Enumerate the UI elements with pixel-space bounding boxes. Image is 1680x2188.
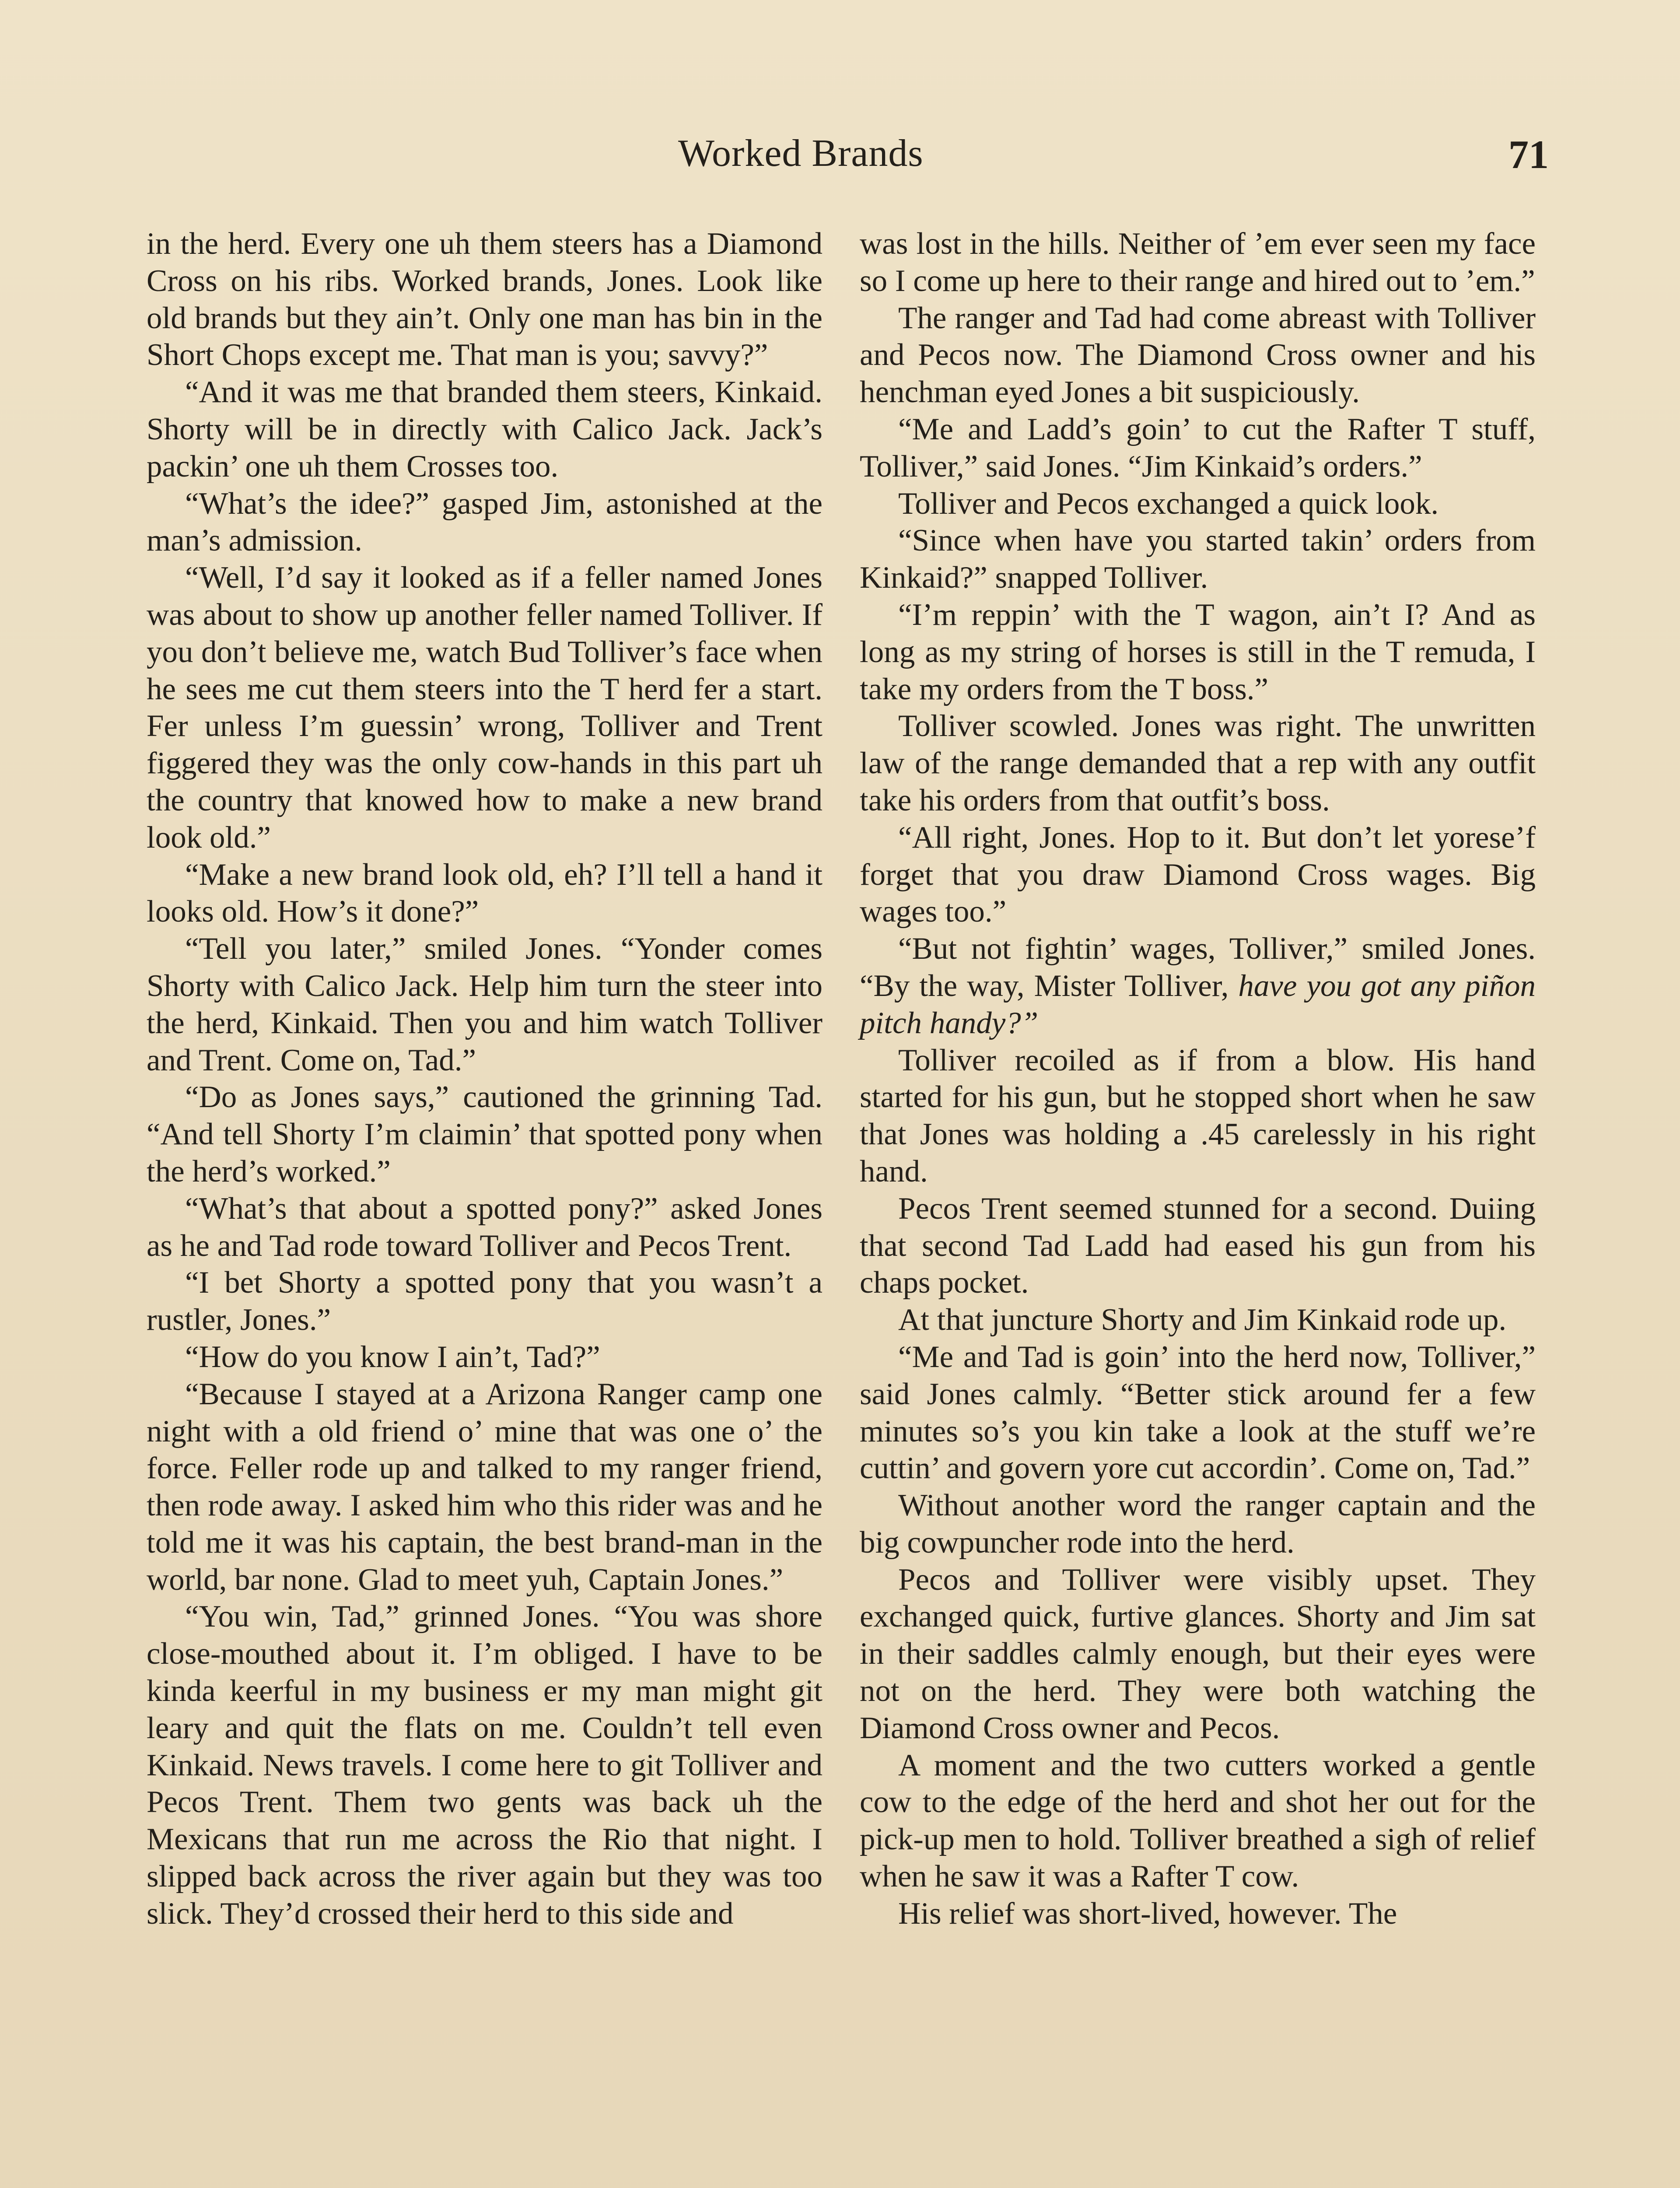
paragraph: Tolliver scowled. Jones was right. The unwritten law of the range demanded that a rep with any outfit take his orders from that outfit’s boss. — [860, 709, 1536, 817]
paragraph: “I bet Shorty a spotted pony that you wasn’t a rustler, Jones.” — [147, 1266, 822, 1337]
paragraph: “Tell you later,” smiled Jones. “Yonder comes Shorty with Calico Jack. Help him turn the steer into the herd, Kinkaid. Then you and him watch Tolliver and Trent. Come on, Tad.” — [147, 932, 822, 1077]
paragraph: “I’m reppin’ with the T wagon, ain’t I? And as long as my string of horses is still in the T remuda, I take my orders from the T boss.” — [860, 597, 1536, 706]
paragraph: “Make a new brand look old, eh? I’ll tell a hand it looks old. How’s it done?” — [147, 857, 822, 929]
paragraph: The ranger and Tad had come abreast with Tolliver and Pecos now. The Diamond Cross owner and his henchman eyed Jones a bit suspiciously. — [860, 301, 1536, 410]
italic-question: have you got any piñon pitch handy?” — [860, 968, 1536, 1040]
paragraph: “Since when have you started takin’ orders from Kinkaid?” snapped Tolliver. — [860, 523, 1536, 595]
paragraph: Without another word the ranger captain and the big cowpuncher rode into the herd. — [860, 1488, 1536, 1560]
paragraph: was lost in the hills. Neither of ’em ever seen my face so I come up here to their range and hired out to ’em.” — [860, 227, 1536, 298]
paragraph: “Me and Tad is goin’ into the herd now, Tolliver,” said Jones calmly. “Better stick around fer a few minutes so’s you kin take a look at the stuff we’re cuttin’ and govern yore cut accordin’. Come on, Tad.” — [860, 1339, 1536, 1486]
running-title: Worked Brands — [678, 132, 924, 175]
running-head — [0, 131, 1680, 193]
paragraph: Pecos Trent seemed stunned for a second. Duiing that second Tad Ladd had eased his gun from his chaps pocket. — [860, 1191, 1536, 1300]
paragraph — [860, 930, 1536, 1041]
right-column — [860, 225, 1536, 1932]
paragraph: “Do as Jones says,” cautioned the grinning Tad. “And tell Shorty I’m claimin’ that spotted pony when the herd’s worked.” — [147, 1080, 822, 1189]
paragraph: His relief was short-lived, however. The — [898, 1896, 1397, 1931]
paragraph: Pecos and Tolliver were visibly upset. They exchanged quick, furtive glances. Shorty and Jim sat in their saddles calmly enough, but their eyes were not on the herd. They were both watching the Diamond Cross owner and Pecos. — [860, 1562, 1536, 1745]
paragraph: “You win, Tad,” grinned Jones. “You was shore close-mouthed about it. I’m obliged. I have to be kinda keerful in my business er my man might git leary and quit the flats on me. Couldn’t tell even Kinkaid. News travels. I come here to git Tolliver and Pecos Trent. Them two gents was back uh the Mexicans that run me across the Rio that night. I slipped back across the river again but they was too slick. They’d crossed their herd to this side and — [147, 1599, 822, 1931]
paragraph: A moment and the two cutters worked a gentle cow to the edge of the herd and shot her out for the pick-up men to hold. Tolliver breathed a sigh of relief when he saw it was a Rafter T cow. — [860, 1748, 1536, 1894]
paragraph: in the herd. Every one uh them steers has a Diamond Cross on his ribs. Worked brands, Jones. Look like old brands but they ain’t. Only one man has bin in the Short Chops except me. That man is you; savvy?” — [147, 227, 822, 372]
paragraph: “What’s the idee?” gasped Jim, astonished at the man’s admission. — [147, 486, 822, 558]
left-column — [147, 225, 822, 1932]
paragraph: “What’s that about a spotted pony?” asked Jones as he and Tad rode toward Tolliver and Pecos Trent. — [147, 1191, 822, 1263]
paragraph: “And it was me that branded them steers, Kinkaid. Shorty will be in directly with Calico Jack. Jack’s packin’ one uh them Crosses too. — [147, 375, 822, 484]
paragraph-text: “But not fightin’ wages, Tolliver,” smiled Jones. “By the way, Mister Tolliver, — [860, 932, 1536, 1003]
paragraph: “All right, Jones. Hop to it. But don’t let yorese’f forget that you draw Diamond Cross wages. Big wages too.” — [860, 820, 1536, 929]
paragraph: Tolliver and Pecos exchanged a quick look. — [898, 486, 1439, 521]
page-number: 71 — [1508, 132, 1549, 177]
paragraph: “Me and Ladd’s goin’ to cut the Rafter T stuff, Tolliver,” said Jones. “Jim Kinkaid’s orders.” — [860, 412, 1536, 484]
paragraph: “Well, I’d say it looked as if a feller named Jones was about to show up another feller named Tolliver. If you don’t believe me, watch Bud Tolliver’s face when he sees me cut them steers into the T herd fer a start. Fer unless I’m guessin’ wrong, Tolliver and Trent figgered they was the only cow-hands in this part uh the country that knowed how to make a new brand look old.” — [147, 561, 822, 855]
paragraph: “How do you know I ain’t, Tad?” — [185, 1339, 600, 1374]
paragraph: At that juncture Shorty and Jim Kinkaid rode up. — [898, 1303, 1507, 1337]
paragraph: “Because I stayed at a Arizona Ranger camp one night with a old friend o’ mine that was one o’ the force. Feller rode up and talked to my ranger friend, then rode away. I asked him who this rider was and he told me it was his captain, the best brand-man in the world, bar none. Glad to meet yuh, Captain Jones.” — [147, 1377, 822, 1597]
paragraph: Tolliver recoiled as if from a blow. His hand started for his gun, but he stopped short when he saw that Jones was holding a .45 carelessly in his right hand. — [860, 1043, 1536, 1189]
